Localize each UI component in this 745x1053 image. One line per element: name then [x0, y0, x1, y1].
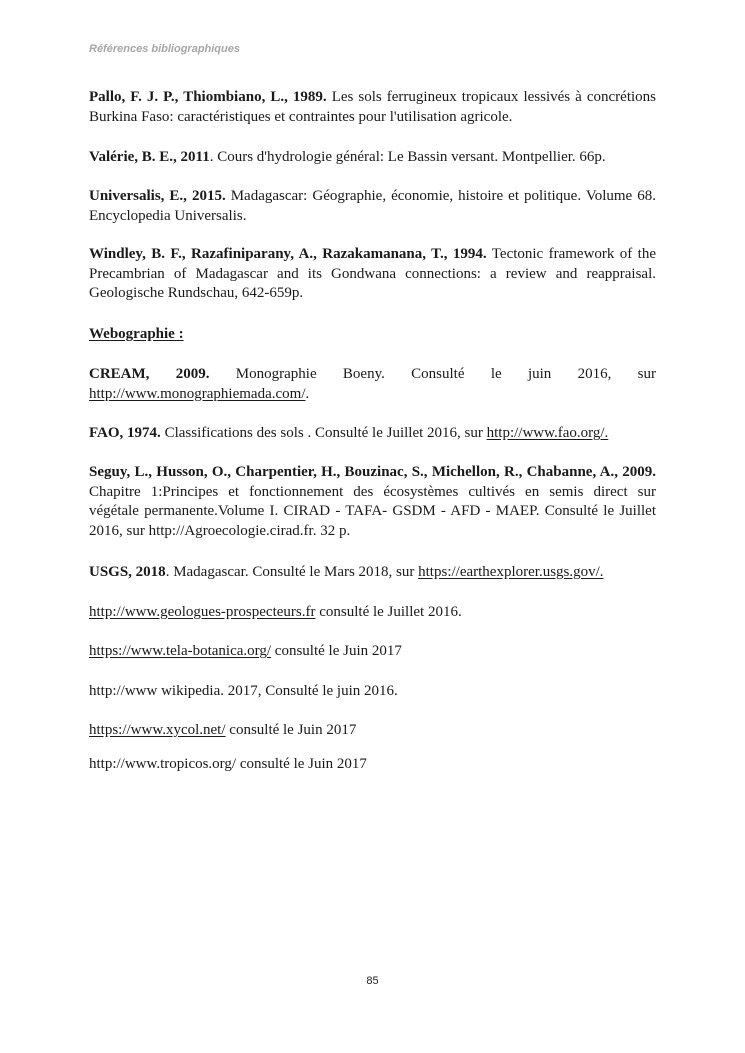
text-line	[89, 108, 656, 128]
reference-link[interactable]: http://www.monographiemada.com/	[89, 385, 306, 402]
ref-universalis	[89, 187, 656, 226]
web-wikipedia	[89, 682, 656, 702]
reference-text: Precambrian of Madagascar and its Gondwana connections: a review and reappraisal.	[89, 265, 656, 282]
reference-link[interactable]: https://www.tela-botanica.org/	[89, 643, 272, 659]
text-line	[89, 721, 656, 741]
text-line	[89, 245, 656, 265]
webographie-heading	[89, 325, 656, 345]
reference-text: consulté le Juillet 2016.	[315, 604, 462, 620]
web-cream	[89, 365, 656, 404]
reference-author: USGS, 2018	[89, 564, 166, 580]
running-header: Références bibliographiques	[89, 43, 240, 55]
text-line	[89, 88, 656, 108]
text-line	[89, 207, 656, 227]
ref-windley	[89, 245, 656, 304]
text-line	[89, 463, 656, 483]
text-line	[89, 502, 656, 522]
ref-pallo	[89, 88, 656, 127]
reference-link[interactable]: http://www.geologues-prospecteurs.fr	[89, 604, 316, 620]
text-line	[89, 682, 656, 702]
reference-text: Chapitre 1:Principes et fonctionnement des écosystèmes cultivés en semis direct sur	[89, 483, 656, 500]
reference-text: Madagascar: Géographie, économie, histoire et politique. Volume 68.	[225, 188, 656, 204]
reference-text: végétale permanente.Volume I. CIRAD - TAFA- GSDM - AFD - MAEP. Consulté le Juillet	[89, 503, 656, 520]
reference-text: consulté le Juin 2017	[271, 643, 402, 659]
text-line	[89, 603, 656, 623]
ref-valerie	[89, 148, 656, 168]
text-line	[89, 522, 656, 542]
reference-author: Seguy, L., Husson, O., Charpentier, H., Bouzinac, S., Michellon, R., Chabanne, A., 2009.	[89, 464, 656, 480]
text-line	[89, 284, 656, 304]
reference-author: Windley, B. F., Razafiniparany, A., Razakamanana, T., 1994.	[89, 246, 487, 262]
web-xycol	[89, 721, 656, 741]
web-seguy	[89, 463, 656, 542]
reference-text: Encyclopedia Universalis.	[89, 207, 247, 224]
reference-author: CREAM, 2009.	[89, 366, 210, 382]
web-geologues	[89, 603, 656, 623]
reference-author: Universalis, E., 2015.	[89, 188, 226, 204]
reference-text: 2016, sur http://Agroecologie.cirad.fr. 32 p.	[89, 523, 351, 540]
text-line	[89, 563, 656, 583]
reference-text: Les sols ferrugineux tropicaux lessivés à concrétions	[331, 89, 656, 105]
reference-text: Burkina Faso: caractéristiques et contraintes pour l'utilisation agricole.	[89, 108, 513, 125]
text-line	[89, 755, 656, 775]
reference-text: Tectonic framework of the	[486, 246, 656, 262]
reference-text: .	[305, 385, 310, 402]
reference-text: http://www.tropicos.org/ consulté le Juin 2017	[89, 756, 367, 772]
reference-text: Monographie Boeny. Consulté le juin 2016, sur	[209, 366, 656, 382]
reference-text: . Madagascar. Consulté le Mars 2018, sur	[165, 564, 419, 580]
web-tropicos	[89, 755, 656, 775]
web-usgs	[89, 563, 656, 583]
reference-text: http://www wikipedia. 2017, Consulté le juin 2016.	[89, 683, 398, 699]
reference-author: FAO, 1974.	[89, 425, 161, 441]
text-line	[89, 424, 656, 444]
reference-text: consulté le Juin 2017	[225, 722, 357, 738]
reference-text: . Cours d'hydrologie général: Le Bassin versant. Montpellier. 66p.	[209, 149, 606, 165]
reference-author: Valérie, B. E., 2011	[89, 149, 210, 165]
text-line	[89, 385, 656, 405]
text-line	[89, 187, 656, 207]
text-line	[89, 483, 656, 503]
reference-author: Pallo, F. J. P., Thiombiano, L., 1989.	[89, 89, 327, 105]
text-line	[89, 642, 656, 662]
reference-link[interactable]: https://www.xycol.net/	[89, 722, 226, 738]
text-line	[89, 148, 656, 168]
text-line	[89, 325, 656, 345]
web-fao	[89, 424, 656, 444]
reference-link[interactable]: http://www.fao.org/.	[486, 425, 609, 441]
web-tela-botanica	[89, 642, 656, 662]
page-number: 85	[366, 975, 379, 987]
text-line	[89, 265, 656, 285]
reference-text: Classifications des sols . Consulté le Juillet 2016, sur	[160, 425, 487, 441]
text-line	[89, 365, 656, 385]
reference-link[interactable]: https://earthexplorer.usgs.gov/.	[418, 564, 604, 580]
reference-author: Webographie :	[89, 326, 184, 342]
reference-text: Geologische Rundschau, 642-659p.	[89, 285, 304, 302]
